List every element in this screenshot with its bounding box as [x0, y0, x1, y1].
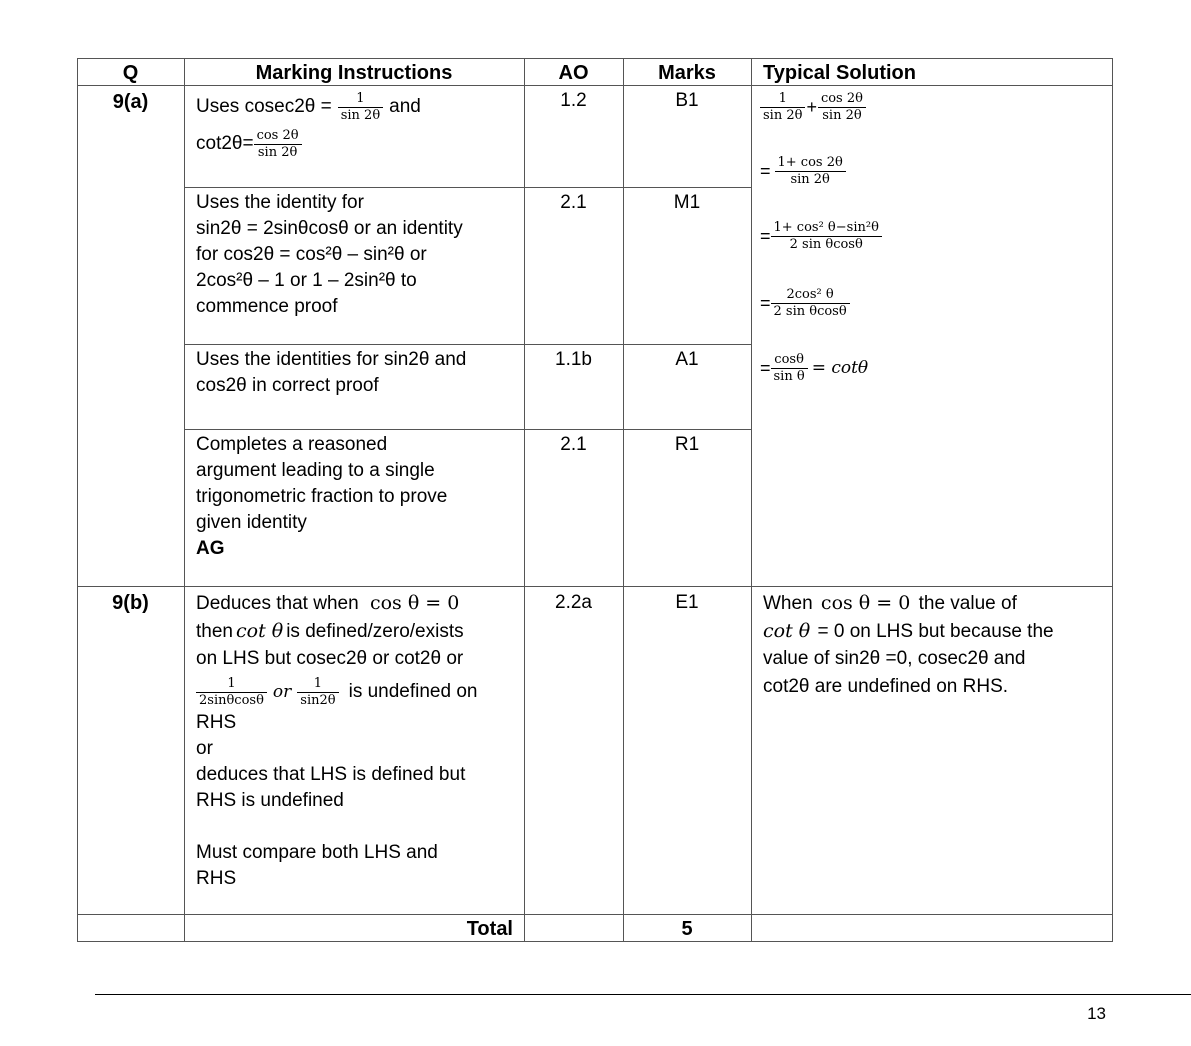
- instruction-row-2: [196, 190, 521, 320]
- header-typical-solution: Typical Solution: [763, 62, 916, 84]
- question-label-9b: 9(b): [112, 592, 149, 614]
- solution-step: $\frac{1}{\sin 2\theta}$ + $\frac{\cos 2\theta}{\sin 2\theta}$: [760, 87, 1110, 127]
- ao-value: 1.1b: [555, 349, 592, 370]
- instruction-row-1: [196, 90, 521, 164]
- page-number: 13: [1087, 1004, 1106, 1023]
- cot-text: cot2θ=: [196, 133, 254, 154]
- instruction-row-3: [196, 347, 521, 399]
- instruction-line: for cos2θ = cos²θ – sin²θ or: [196, 244, 427, 265]
- mark-value: E1: [675, 592, 699, 613]
- solution-step: = $\frac{\text{2cos² θ}}{\text{2 sin θcosθ}}$: [760, 282, 1110, 324]
- instruction-row-4: [196, 432, 521, 562]
- header-ao: AO: [558, 62, 589, 84]
- header-q: Q: [122, 62, 139, 84]
- mark-value: B1: [675, 90, 699, 111]
- ao-value: 2.2a: [555, 592, 592, 613]
- instruction-line: cos2θ in correct proof: [196, 375, 379, 396]
- question-label-9a: 9(a): [112, 91, 149, 113]
- solution-step: = $\frac{\cos\theta}{\text{sin θ}}$ = cotθ: [760, 351, 869, 384]
- instruction-line: sin2θ = 2sinθcosθ or an identity: [196, 218, 463, 239]
- ao-value: 2.1: [560, 434, 587, 455]
- and-text: and: [389, 96, 421, 117]
- instruction-line: Uses the identity for: [196, 192, 364, 213]
- instruction-line: commence proof: [196, 296, 338, 317]
- instruction-line: Uses the identities for sin2θ and: [196, 349, 467, 370]
- header-marks: Marks: [658, 62, 716, 84]
- instruction-line: 2cos²θ – 1 or 1 – 2sin²θ to: [196, 270, 417, 291]
- footer-rule: [95, 994, 1191, 995]
- header-marking-instructions: Marking Instructions: [255, 62, 453, 84]
- solution-9b: When cos θ = 0 the value of cot θ = 0 on LHS but because the value of sin2θ =0, cosec2θ and cot2θ are undefined on RHS.: [763, 592, 1054, 697]
- fraction-one-over-sin: $\frac{1}{\sin 2\theta}$: [338, 91, 383, 124]
- mark-value: M1: [673, 192, 701, 213]
- instruction-line: trigonometric fraction to prove: [196, 486, 448, 507]
- ao-value: 2.1: [560, 192, 587, 213]
- cosec-text: Uses cosec2θ =: [196, 96, 332, 117]
- fraction-cos-over-sin: $\frac{\cos 2\theta}{\sin 2\theta}$: [254, 128, 302, 161]
- ag-label: AG: [196, 538, 225, 559]
- instruction-9b: Deduces that when cos θ = 0 then cot θ is defined/zero/exists on LHS but cosec2θ or cot2θ or $\frac{1}{2\sin\theta\cos\theta}$ or $\frac{1}{\sin 2\theta}$ is undefined on RHS or deduces that LHS is defined but RHS is undefined Must compare both LHS and RHS: [196, 592, 478, 889]
- ao-value: 1.2: [560, 90, 587, 111]
- instruction-line: argument leading to a single: [196, 460, 435, 481]
- solution-step: = $\frac{\text{1+ cos² θ−sin²θ}}{\text{2 sin θcosθ}}$: [760, 215, 1110, 257]
- total-label: Total: [466, 918, 513, 940]
- mark-value: A1: [675, 349, 699, 370]
- instruction-line: Completes a reasoned: [196, 434, 388, 455]
- instruction-line: given identity: [196, 512, 307, 533]
- solution-9a: [760, 87, 1110, 389]
- solution-step: = $\frac{1+ \cos 2\theta}{\sin 2\theta}$: [760, 151, 1110, 191]
- mark-value: R1: [674, 434, 700, 455]
- total-value: 5: [681, 918, 693, 940]
